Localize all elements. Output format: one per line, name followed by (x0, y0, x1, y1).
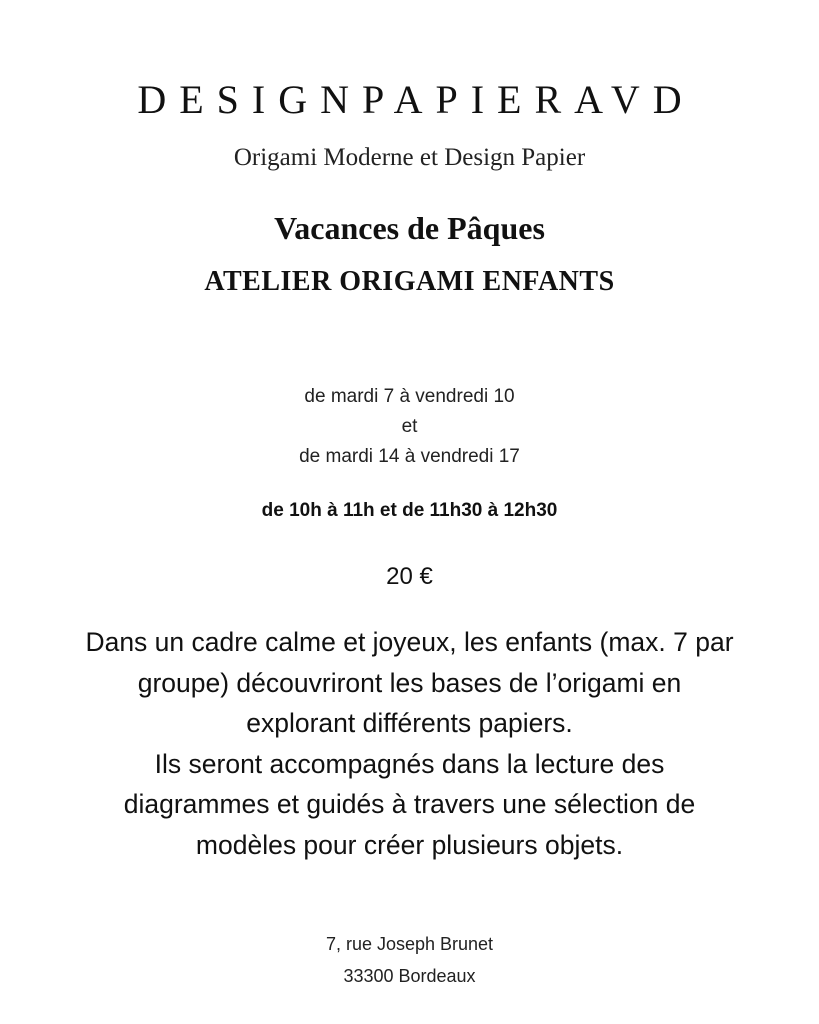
event-title: Vacances de Pâques (274, 210, 545, 246)
date-range-second: de mardi 14 à vendredi 17 (299, 446, 520, 467)
date-connector: et (401, 416, 418, 437)
event-subtitle: ATELIER ORIGAMI ENFANTS (204, 266, 615, 297)
address-street: 7, rue Joseph Brunet (325, 934, 494, 954)
description-line: Ils seront accompagnés dans la lecture des (154, 748, 665, 779)
date-range-first: de mardi 7 à vendredi 10 (304, 386, 515, 407)
event-description (20, 622, 799, 865)
event-dates (0, 382, 819, 472)
description-line: Dans un cadre calme et joyeux, les enfants (max. 7 par (85, 627, 734, 657)
event-price: 20 € (386, 563, 433, 590)
event-hours: de 10h à 11h et de 11h30 à 12h30 (261, 500, 558, 521)
brand-tagline: Origami Moderne et Design Papier (233, 144, 586, 171)
address-city: 33300 Bordeaux (343, 966, 476, 986)
description-line: groupe) découvriront les bases de l’origami en (137, 667, 682, 698)
venue-address (0, 928, 819, 992)
description-line: explorant différents papiers. (246, 708, 573, 738)
description-line: diagrammes et guidés à travers une sélection de (123, 789, 696, 819)
description-line: modèles pour créer plusieurs objets. (195, 829, 624, 860)
brand-name: DESIGNPAPIERAVD (137, 77, 695, 122)
